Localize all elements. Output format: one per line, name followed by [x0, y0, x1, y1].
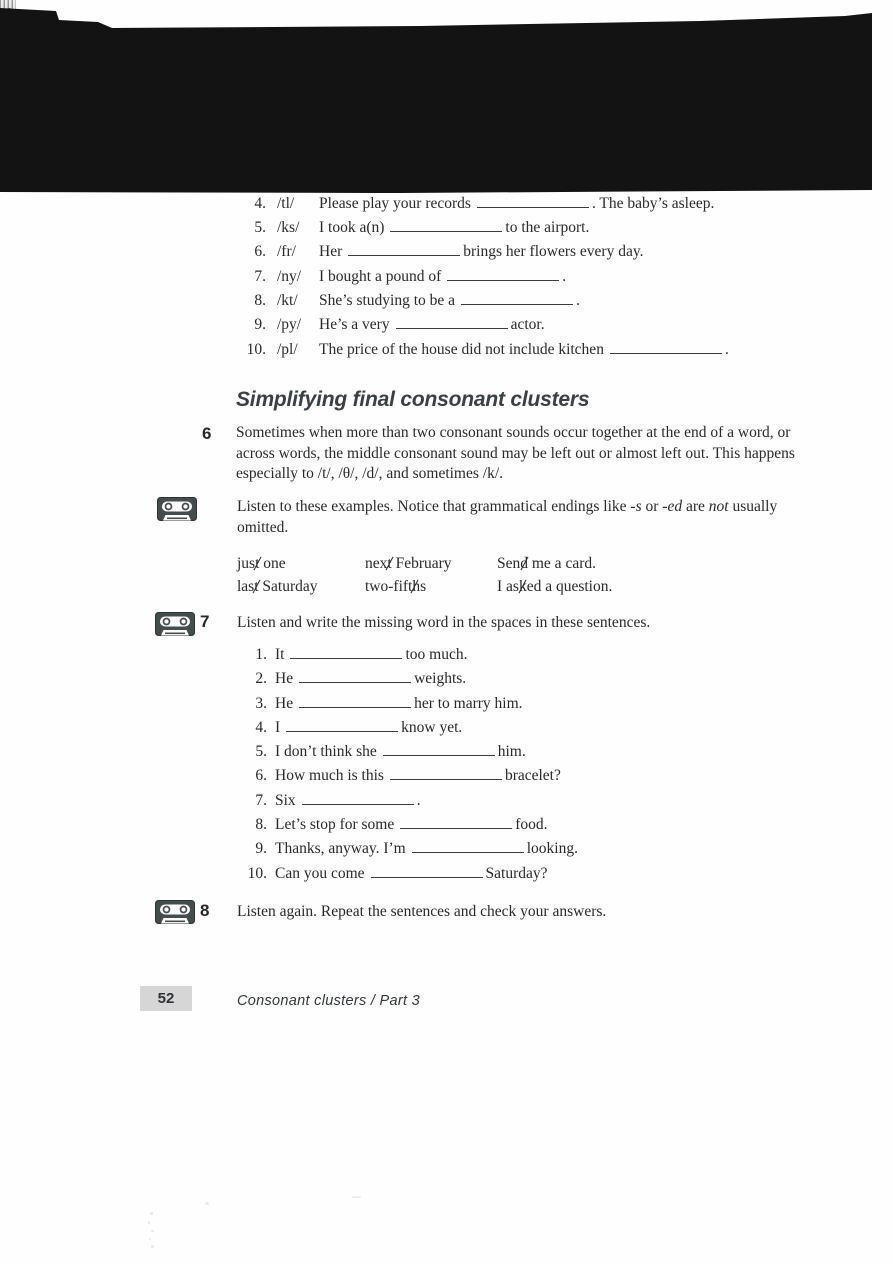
item-sound: /pl/ [277, 340, 298, 358]
exercise-6-text: Sometimes when more than two consonant sounds occur together at the end of a word, or across words, the middle consonant sound may be left out or almost left out. This happens especially to /t/, /θ/, /d/, and sometimes /k/. [236, 424, 795, 483]
item-number: 5. [255, 743, 267, 761]
slashed-letter: t [255, 555, 260, 572]
fill-blank [290, 646, 402, 659]
item-number: 9. [255, 840, 267, 858]
slashed-letter: th [408, 577, 421, 595]
fill-blank [400, 816, 512, 829]
scan-speck [352, 1196, 361, 1198]
slashed-letter: d [520, 555, 528, 572]
item-text: She’s studying to be a . [319, 292, 580, 310]
slashed-letter: t [254, 577, 259, 595]
list-item [236, 243, 846, 267]
item-number: 2. [255, 670, 267, 688]
item-number: 9. [254, 316, 266, 334]
scan-speck [150, 1212, 153, 1215]
example-item: last Saturday [237, 577, 318, 595]
item-text: The price of the house did not include kitchen . [319, 340, 729, 358]
item-number: 4. [255, 718, 267, 736]
list-item [237, 792, 837, 816]
fill-blank [371, 865, 483, 878]
item-text: Please play your records . The baby’s asleep. [319, 194, 715, 212]
listen-note: Listen to these examples. Notice that grammatical endings like -s or -ed are not usually omitted. [237, 498, 778, 536]
italic-ending-ed: -ed [662, 498, 683, 515]
slashed-letter: t [387, 555, 392, 572]
fill-blank [286, 719, 398, 732]
example-item: Send me a card. [497, 555, 596, 572]
item-text: Thanks, anyway. I’m looking. [275, 840, 578, 858]
item-number: 8. [254, 292, 266, 310]
item-text: He’s a very actor. [319, 316, 545, 334]
item-text: It too much. [275, 646, 468, 663]
list-item [237, 840, 837, 864]
item-text: Let’s stop for some food. [275, 816, 548, 834]
item-number: 10. [247, 864, 267, 882]
example-item: I asked a question. [497, 577, 613, 595]
italic-ending-s: -s [630, 498, 642, 515]
scan-speck [148, 1221, 150, 1224]
list-item [236, 219, 846, 243]
item-number: 8. [255, 816, 267, 834]
list-item [237, 767, 837, 791]
exercise-7-number: 7 [200, 612, 210, 631]
fill-blank [412, 840, 524, 853]
fill-blank [299, 670, 411, 683]
exercise-7-instruction: Listen and write the missing word in the spaces in these sentences. [237, 614, 651, 631]
item-sound: /ks/ [277, 219, 300, 237]
list-item [237, 865, 837, 889]
fill-blank [477, 195, 589, 208]
italic-not: not [708, 498, 729, 515]
item-text: I know yet. [275, 718, 463, 736]
list-item [236, 316, 846, 340]
item-number: 5. [254, 219, 266, 237]
item-text: He weights. [275, 670, 467, 688]
scan-speck [151, 1245, 154, 1248]
item-number: 7. [254, 267, 266, 285]
example-item: next February [365, 555, 452, 572]
footer-running-title: Consonant clusters / Part 3 [237, 993, 420, 1009]
fill-blank [447, 268, 559, 281]
item-number: 6. [255, 767, 267, 785]
list-item [236, 292, 846, 316]
item-sound: /py/ [277, 316, 302, 334]
cassette-icon [157, 497, 197, 521]
scan-speck [151, 1230, 154, 1232]
page-number-badge: 52 [140, 986, 192, 1011]
item-sound: /ny/ [277, 267, 302, 285]
list-item [237, 695, 837, 719]
scan-black-band [0, 0, 872, 194]
fill-blank [299, 695, 411, 708]
list-item [236, 341, 846, 365]
scan-speck [149, 1238, 151, 1240]
cassette-icon [155, 612, 195, 636]
item-number: 7. [255, 791, 267, 809]
example-item: just one [237, 555, 286, 572]
list-item [236, 268, 846, 292]
exercise-8-number: 8 [200, 901, 210, 920]
item-text: Six . [275, 791, 421, 809]
list-item [237, 646, 837, 670]
item-number: 4. [254, 194, 266, 212]
item-number: 1. [255, 646, 267, 663]
exercise-8-text: Listen again. Repeat the sentences and check your answers. [237, 903, 607, 920]
fill-blank [302, 792, 414, 805]
fill-blank [390, 767, 502, 780]
item-sound: /fr/ [277, 243, 296, 261]
examples-grid [237, 553, 612, 597]
list-item [237, 670, 837, 694]
fill-blank [396, 316, 508, 329]
fill-blank [383, 743, 495, 756]
fill-blank [461, 292, 573, 305]
item-number: 6. [254, 243, 266, 261]
list-item [236, 195, 846, 219]
scan-speck [205, 1202, 209, 1205]
item-text: I bought a pound of . [319, 267, 567, 285]
exercise-7-list [237, 646, 837, 889]
item-sound: /kt/ [277, 292, 298, 310]
item-text: Her brings her flowers every day. [319, 243, 644, 261]
fill-blank [390, 219, 502, 232]
item-sound: /tl/ [277, 194, 295, 212]
item-number: 10. [246, 340, 266, 358]
exercise-6-number: 6 [202, 424, 212, 443]
item-text: Can you come Saturday? [275, 864, 548, 882]
item-text: He her to marry him. [275, 694, 523, 712]
fill-blank [348, 243, 460, 256]
item-number: 3. [255, 694, 267, 712]
item-text: I don’t think she him. [275, 743, 526, 761]
list-item [237, 816, 837, 840]
slashed-letter: k [518, 577, 527, 595]
fill-blank [610, 341, 722, 354]
item-text: How much is this bracelet? [275, 767, 561, 785]
item-text: I took a(n) to the airport. [319, 219, 590, 237]
cassette-icon [155, 900, 195, 924]
list-item [237, 743, 837, 767]
example-item: two-fifths [365, 577, 427, 595]
list-item [237, 719, 837, 743]
section-heading: Simplifying final consonant clusters [236, 388, 590, 411]
